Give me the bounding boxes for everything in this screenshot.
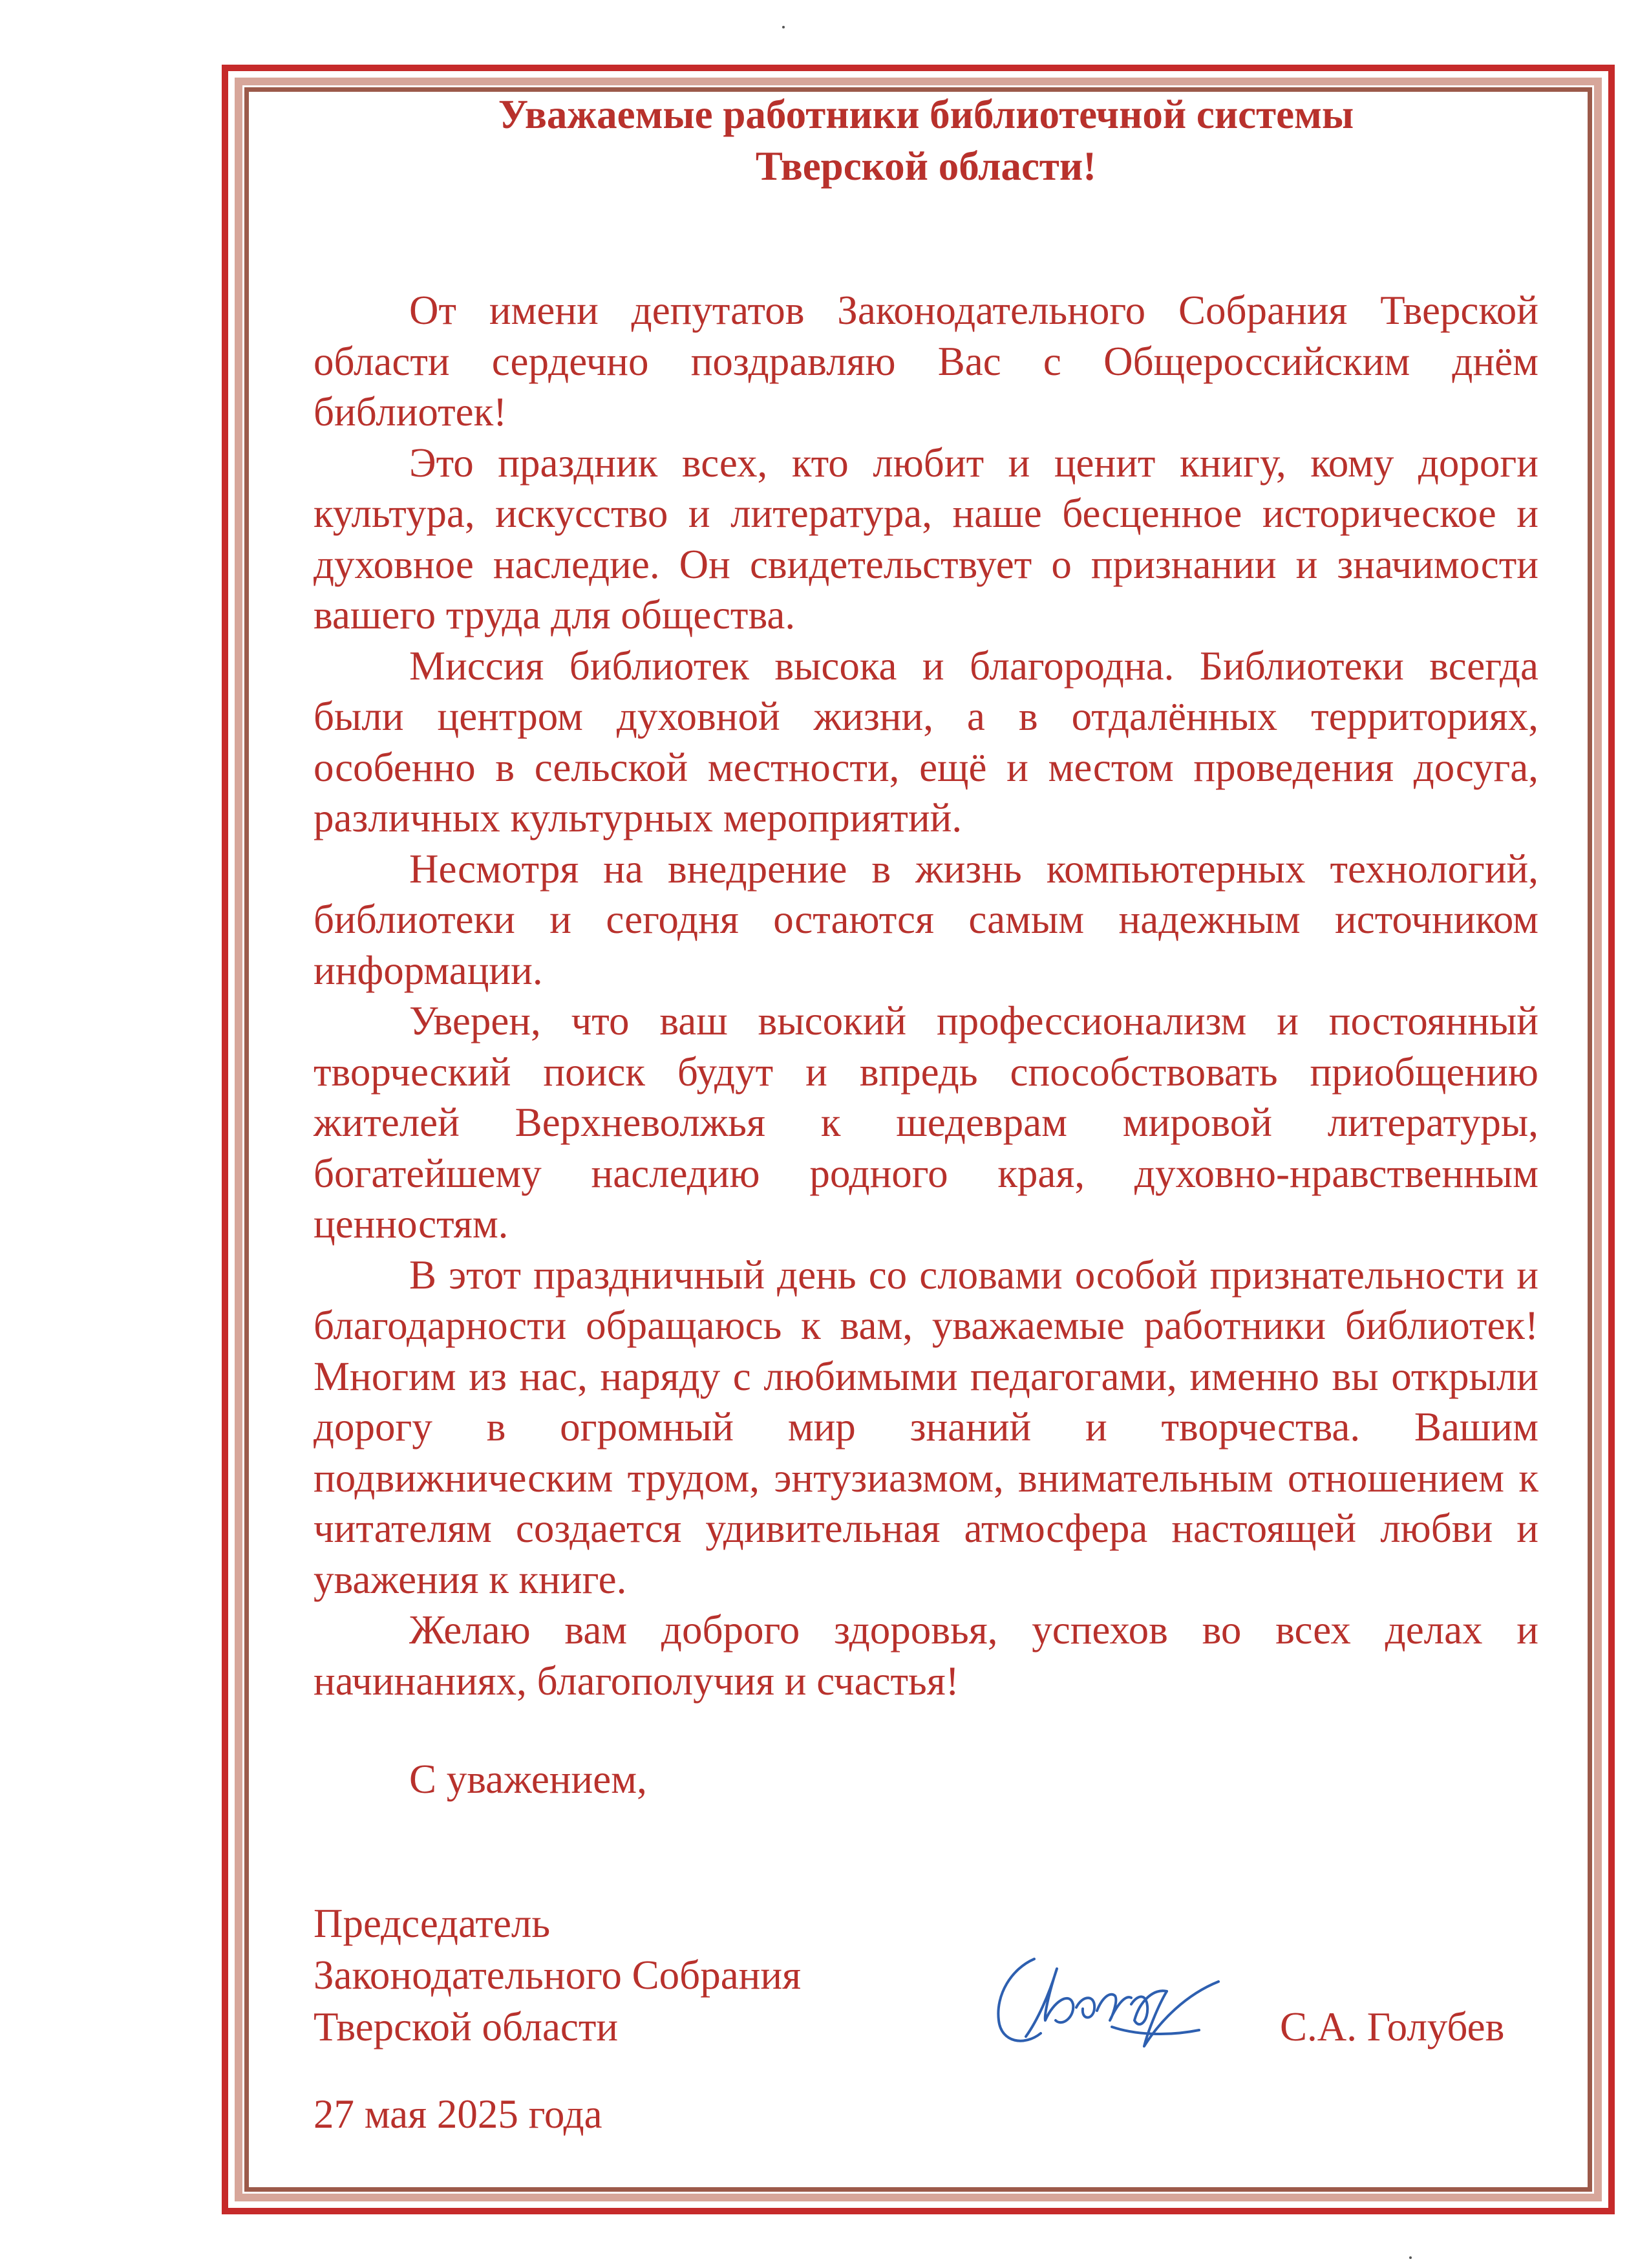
paragraph: Несмотря на внедрение в жизнь компьютерных технологий, библиотеки и сегодня остаются самым надежным источником информации. — [314, 846, 1538, 993]
paragraph: Это праздник всех, кто любит и ценит книгу, кому дороги культура, искусство и литература, наше бесценное историческое и духовное наследие. Он свидетельствует о признании и значимости вашего труда для общества. — [314, 440, 1538, 637]
signatory-name: С.А. Голубев — [1280, 2004, 1505, 2049]
paragraph: В этот праздничный день со словами особой признательности и благодарности обращаюсь к вам, уважаемые работники библиотек! Многим из нас, наряду с любимыми педагогами, именно вы открыли дорогу в огромный мир знаний и творчества. Вашим подвижническим трудом, энтузиазмом, внимательным отношением к читателям создается удивительная атмосфера настоящей любви и уважения к книге. — [314, 1252, 1538, 1602]
title-line-2: Тверской области! — [755, 144, 1097, 189]
title-line-1: Уважаемые работники библиотечной системы — [498, 92, 1354, 137]
paragraph: Уверен, что ваш высокий профессионализм и постоянный творческий поиск будут и впредь способствовать приобщению жителей Верхневолжья к шедеврам мировой литературы, богатейшему наследию родного края, духовно-нравственным ценностям. — [314, 998, 1538, 1246]
letter-title — [314, 87, 1538, 192]
paragraph: От имени депутатов Законодательного Собрания Тверской области сердечно поздравляю Вас с Общероссийским днём библиотек! — [314, 288, 1538, 434]
scan-speck — [1409, 2256, 1412, 2259]
scan-speck — [782, 26, 785, 28]
paragraph: Желаю вам доброго здоровья, успехов во всех делах и начинаниях, благополучия и счастья! — [314, 1607, 1538, 1704]
letter-text — [314, 285, 1538, 1706]
position-line: Законодательного Собрания — [314, 1952, 802, 1998]
position-line: Председатель — [314, 1901, 551, 1946]
position-line: Тверской области — [314, 2004, 619, 2049]
signature-block — [314, 1898, 1538, 2053]
letter-body — [314, 87, 1538, 1805]
closing-salutation: С уважением, — [409, 1757, 647, 1802]
handwritten-signature-icon — [973, 1923, 1244, 2072]
letter-date: 27 мая 2025 года — [314, 2091, 602, 2137]
paragraph: Миссия библиотек высока и благородна. Библиотеки всегда были центром духовной жизни, а в отдалённых территориях, особенно в сельской местности, ещё и местом проведения досуга, различных культурных мероприятий. — [314, 643, 1538, 840]
